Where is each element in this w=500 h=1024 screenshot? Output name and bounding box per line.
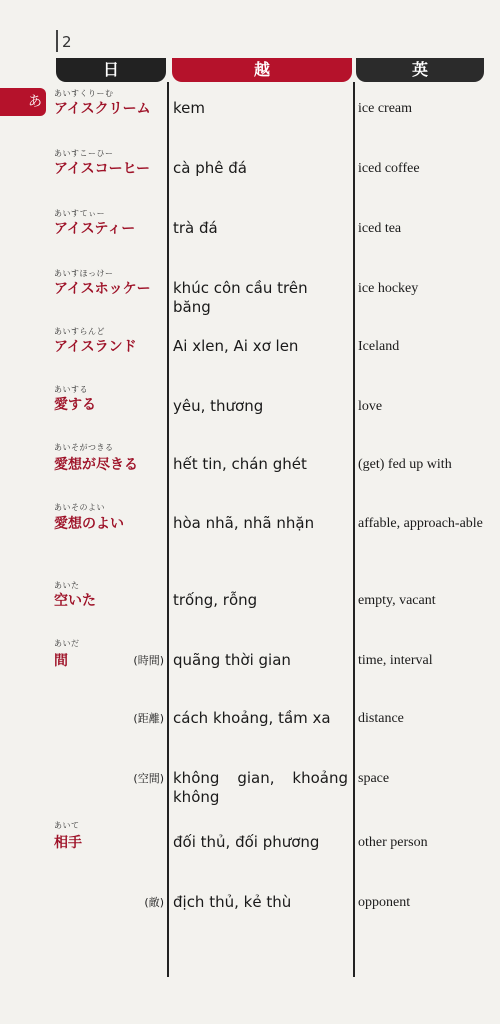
usage-note: (距離)	[133, 712, 164, 725]
english-meaning: ice hockey	[358, 281, 419, 296]
furigana: あいすてぃー	[54, 209, 106, 218]
usage-note: (空間)	[133, 772, 164, 785]
english-meaning: iced tea	[358, 221, 402, 236]
furigana: あいすこーひー	[54, 149, 114, 158]
vietnamese-meaning: quãng thời gian	[173, 651, 291, 669]
vietnamese-meaning: trống, rỗng	[173, 591, 258, 609]
furigana: あいて	[54, 821, 80, 830]
vietnamese-meaning: cà phê đá	[173, 159, 247, 177]
japanese-term: 空いた	[54, 593, 96, 609]
english-meaning: iced coffee	[358, 161, 420, 176]
japanese-term: 愛する	[54, 397, 96, 413]
column-divider	[353, 82, 355, 977]
header-japanese: 日	[56, 58, 166, 82]
furigana: あいすくりーむ	[54, 89, 114, 98]
furigana: あいすほっけー	[54, 269, 114, 278]
japanese-term: アイスランド	[54, 339, 137, 355]
japanese-term: 相手	[54, 835, 82, 851]
english-meaning: other person	[358, 835, 428, 850]
vietnamese-meaning: hết tin, chán ghét	[173, 455, 307, 473]
vietnamese-meaning: hòa nhã, nhã nhặn	[173, 514, 315, 532]
header-vietnamese: 越	[172, 58, 352, 82]
vietnamese-meaning: trà đá	[173, 219, 218, 237]
vietnamese-meaning: không gian, khoảng không	[173, 769, 348, 806]
japanese-term: 愛想が尽きる	[54, 457, 138, 473]
english-meaning: ice cream	[358, 101, 413, 116]
furigana: あいする	[54, 385, 88, 394]
index-tab: あ	[0, 88, 46, 116]
vietnamese-meaning: kem	[173, 99, 205, 117]
vietnamese-meaning: khúc côn cầu trên băng	[173, 279, 308, 316]
furigana: あいそのよい	[54, 503, 105, 512]
vietnamese-meaning: yêu, thương	[173, 397, 264, 415]
english-meaning: (get) fed up with	[358, 457, 452, 472]
english-meaning: affable, approach-able	[358, 516, 483, 531]
page-number: 2	[56, 30, 72, 52]
japanese-term: アイスコーヒー	[54, 161, 151, 177]
header-english: 英	[356, 58, 484, 82]
column-divider	[167, 82, 169, 977]
usage-note: (敵)	[144, 896, 164, 909]
vietnamese-meaning: địch thủ, kẻ thù	[173, 893, 292, 911]
furigana: あいだ	[54, 639, 80, 648]
japanese-term: 愛想のよい	[54, 516, 124, 532]
english-meaning: empty, vacant	[358, 593, 436, 608]
vietnamese-meaning: cách khoảng, tầm xa	[173, 709, 331, 727]
furigana: あいた	[54, 581, 80, 590]
english-meaning: opponent	[358, 895, 411, 910]
english-meaning: distance	[358, 711, 404, 726]
japanese-term: 間	[54, 653, 68, 669]
japanese-term: アイスティー	[54, 221, 136, 237]
english-meaning: space	[358, 771, 390, 786]
vietnamese-meaning: đối thủ, đối phương	[173, 833, 320, 851]
vietnamese-meaning: Ai xlen, Ai xơ len	[173, 337, 299, 355]
furigana: あいそがつきる	[54, 443, 114, 452]
japanese-term: アイスホッケー	[54, 281, 151, 297]
furigana: あいすらんど	[54, 327, 105, 336]
english-meaning: love	[358, 399, 383, 414]
english-meaning: time, interval	[358, 653, 433, 668]
usage-note: (時間)	[133, 654, 164, 667]
english-meaning: Iceland	[358, 339, 400, 354]
japanese-term: アイスクリーム	[54, 101, 151, 117]
